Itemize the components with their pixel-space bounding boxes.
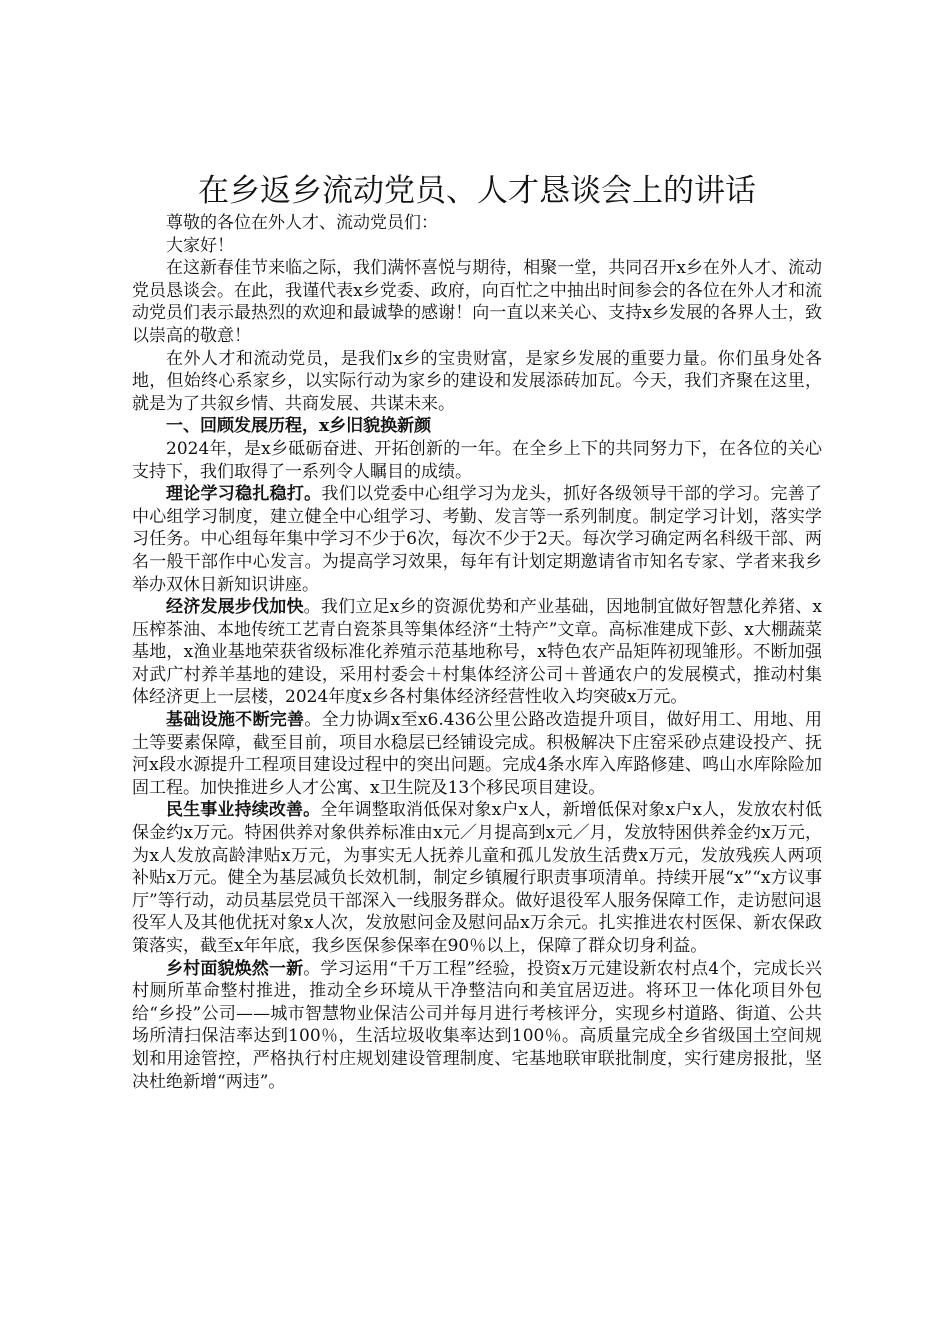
item-paragraph-theory	[132, 483, 822, 596]
section-heading: 一、回顾发展历程，x乡旧貌换新颜	[166, 416, 432, 437]
item-text: 。学习运用“千万工程”经验，投资x万元建设新农村点4个，完成长兴村厕所革命整村推进，推动全乡环境从干净整洁向和美宜居迈进。将环卫一体化项目外包给“乡投”公司——城市智慧物业保洁公司并每月进行考核评分，实现乡村道路、街道、公共场所清扫保洁率达到100％，生活垃圾收集率达到100％。高质量完成全乡省级国土空间规划和用途管控，严格执行村庄规划建设管理制度、宅基地联审联批制度，实行建房报批，坚决杜绝新增“两违”。	[132, 958, 822, 1092]
document-title: 在乡返乡流动党员、人才恳谈会上的讲话	[198, 173, 756, 209]
item-text: 我们以党委中心组学习为龙头，抓好各级领导干部的学习。完善了中心组学习制度，建立健全中心组学习、考勤、发言等一系列制度。制定学习计划，落实学习任务。中心组每年集中学习不少于6次，每次不少于2天。每次学习确定两名科级干部、两名一般干部作中心发言。为提高学习效果，每年有计划定期邀请省市知名专家、学者来我乡举办双休日新知识讲座。	[132, 484, 823, 595]
item-text: 。我们立足x乡的资源优势和产业基础，因地制宜做好智慧化养猪、x压榨茶油、本地传统工艺青白瓷茶具等集体经济“土特产”文章。高标准建成下彭、x大棚蔬菜基地，x渔业基地荣获省级标准化养殖示范基地称号，x特色农产品矩阵初现雏形。不断加强对武广村养羊基地的建设，采用村委会＋村集体经济公司＋普通农户的发展模式，推动村集体经济更上一层楼，2024年度x乡各村集体经济经营性收入均突破x万元。	[132, 597, 822, 708]
intro-paragraph: 在这新春佳节来临之际，我们满怀喜悦与期待，相聚一堂，共同召开x乡在外人才、流动党员恳谈会。在此，我谨代表x乡党委、政府，向百忙之中抽出时间参会的各位在外人才和流动党员们表示最热烈的欢迎和最诚挚的感谢！向一直以来关心、支持x乡发展的各界人士，致以崇高的敬意！	[132, 258, 822, 346]
item-paragraph-infrastructure	[132, 709, 822, 799]
intro-paragraph: 在外人才和流动党员，是我们x乡的宝贵财富，是家乡发展的重要力量。你们虽身处各地，但始终心系家乡，以实际行动为家乡的建设和发展添砖加瓦。今天，我们齐聚在这里，就是为了共叙乡情、共商发展、共谋未来。	[132, 348, 822, 414]
item-lead: 民生事业持续改善。	[166, 800, 321, 821]
section-intro-paragraph: 2024年，是x乡砥砺奋进、开拓创新的一年。在全乡上下的共同努力下，在各位的关心支持下，我们取得了一系列令人瞩目的成绩。	[132, 438, 822, 482]
greeting: 大家好！	[166, 235, 234, 256]
document-page	[132, 170, 822, 1093]
item-paragraph-livelihood	[132, 799, 822, 957]
item-text: 。全力协调x至x6.436公里公路改造提升项目，做好用工、用地、用土等要素保障，截至目前，项目水稳层已经铺设完成。积极解决下庄窑采砂点建设投产、抚河x段水源提升工程项目建设过程中的突出问题。完成4条水库入库路修建、鸣山水库除险加固工程。加快推进乡人才公寓、x卫生院及13个移民项目建设。	[132, 710, 823, 798]
salutation: 尊敬的各位在外人才、流动党员们：	[166, 213, 438, 233]
item-paragraph-village	[132, 958, 822, 1094]
item-lead: 理论学习稳扎稳打。	[166, 484, 322, 505]
item-lead: 基础设施不断完善	[166, 710, 305, 731]
item-text: 全年调整取消低保对象x户x人，新增低保对象x户x人，发放农村低保金约x万元。特困供养对象供养标准由x元／月提高到x元／月，发放特困供养金约x万元，为x人发放高龄津贴x万元，为事实无人抚养儿童和孤儿发放生活费x万元，发放残疾人两项补贴x万元。健全为基层减负长效机制，制定乡镇履行职责事项清单。持续开展“x”“x方议事厅”等行动，动员基层党员干部深入一线服务群众。做好退役军人服务保障工作，走访慰问退役军人及其他优抚对象x人次，发放慰问金及慰问品x万余元。扎实推进农村医保、新农保政策落实，截至x年年底，我乡医保参保率在90％以上，保障了群众切身利益。	[132, 800, 822, 956]
item-lead: 乡村面貌焕然一新	[166, 958, 304, 979]
item-paragraph-economy	[132, 596, 822, 709]
item-lead: 经济发展步伐加快	[166, 597, 304, 618]
